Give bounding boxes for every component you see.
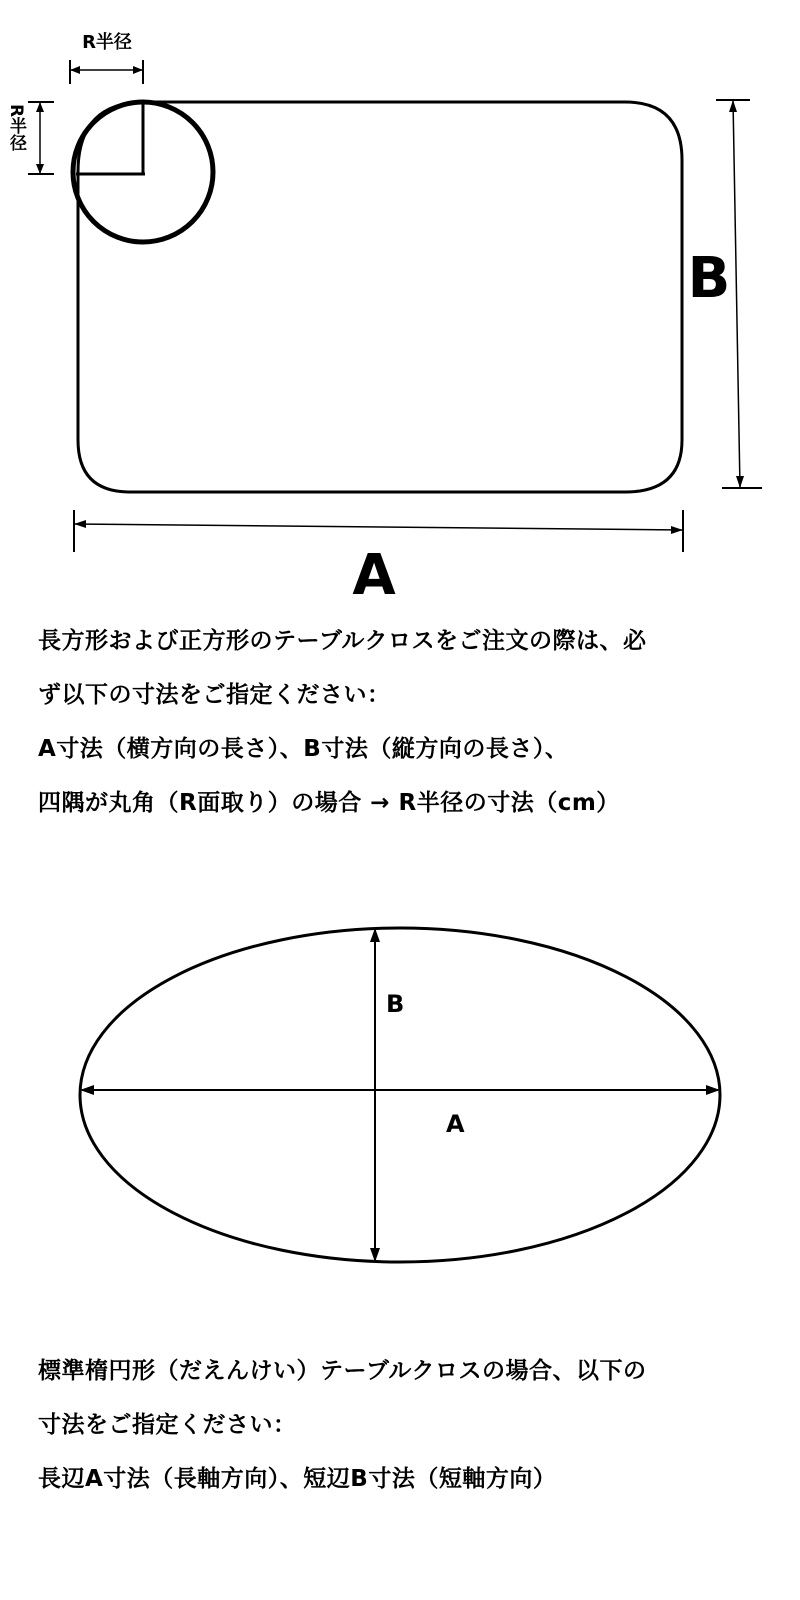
rect-note-line-1: 長方形および正方形のテーブルクロスをご注文の際は、必 — [38, 628, 647, 654]
r-dimension-side-arrow-bottom — [36, 164, 44, 174]
r-dimension-top-arrow-left — [70, 66, 80, 74]
ellipse-outline — [80, 928, 720, 1262]
a-dimension-arrow-left — [74, 520, 86, 528]
a-dimension-arrow-right — [671, 526, 683, 534]
ellipse-b-arrow-bottom — [370, 1248, 380, 1262]
rect-note-line-2: ず以下の寸法をご指定ください： — [38, 682, 391, 708]
ellipse-b-label: B — [386, 990, 405, 1018]
r-radius-label-top: R半径 — [82, 32, 132, 53]
ellipse-note-line-2: 寸法をご指定ください： — [38, 1412, 297, 1438]
rounded-rectangle-diagram — [0, 0, 800, 620]
ellipse-b-arrow-top — [370, 928, 380, 942]
r-radius-label-side: R半径 — [6, 104, 26, 152]
ellipse-a-label: A — [446, 1110, 465, 1138]
b-dimension-label: B — [687, 246, 731, 311]
ellipse-a-arrow-right — [706, 1085, 720, 1095]
b-dimension-line — [733, 100, 740, 488]
ellipse-note-line-3: 長辺A寸法（長軸方向）、短辺B寸法（短軸方向） — [38, 1466, 557, 1492]
r-dimension-side-arrow-top — [36, 102, 44, 112]
ellipse-note-line-1: 標準楕円形（だえんけい）テーブルクロスの場合、以下の — [38, 1358, 647, 1384]
rect-note-line-4: 四隅が丸角（R面取り）の場合 → R半径の寸法（cm） — [38, 790, 620, 816]
rounded-rectangle-outline — [78, 102, 682, 492]
r-dimension-top-arrow-right — [133, 66, 143, 74]
a-dimension-label: A — [352, 543, 396, 608]
ellipse-a-arrow-left — [80, 1085, 94, 1095]
b-dimension-arrow-bottom — [736, 476, 744, 488]
a-dimension-line — [74, 524, 683, 530]
b-dimension-arrow-top — [729, 100, 737, 112]
rect-note-line-3: A寸法（横方向の長さ）、B寸法（縦方向の長さ）、 — [38, 736, 569, 762]
